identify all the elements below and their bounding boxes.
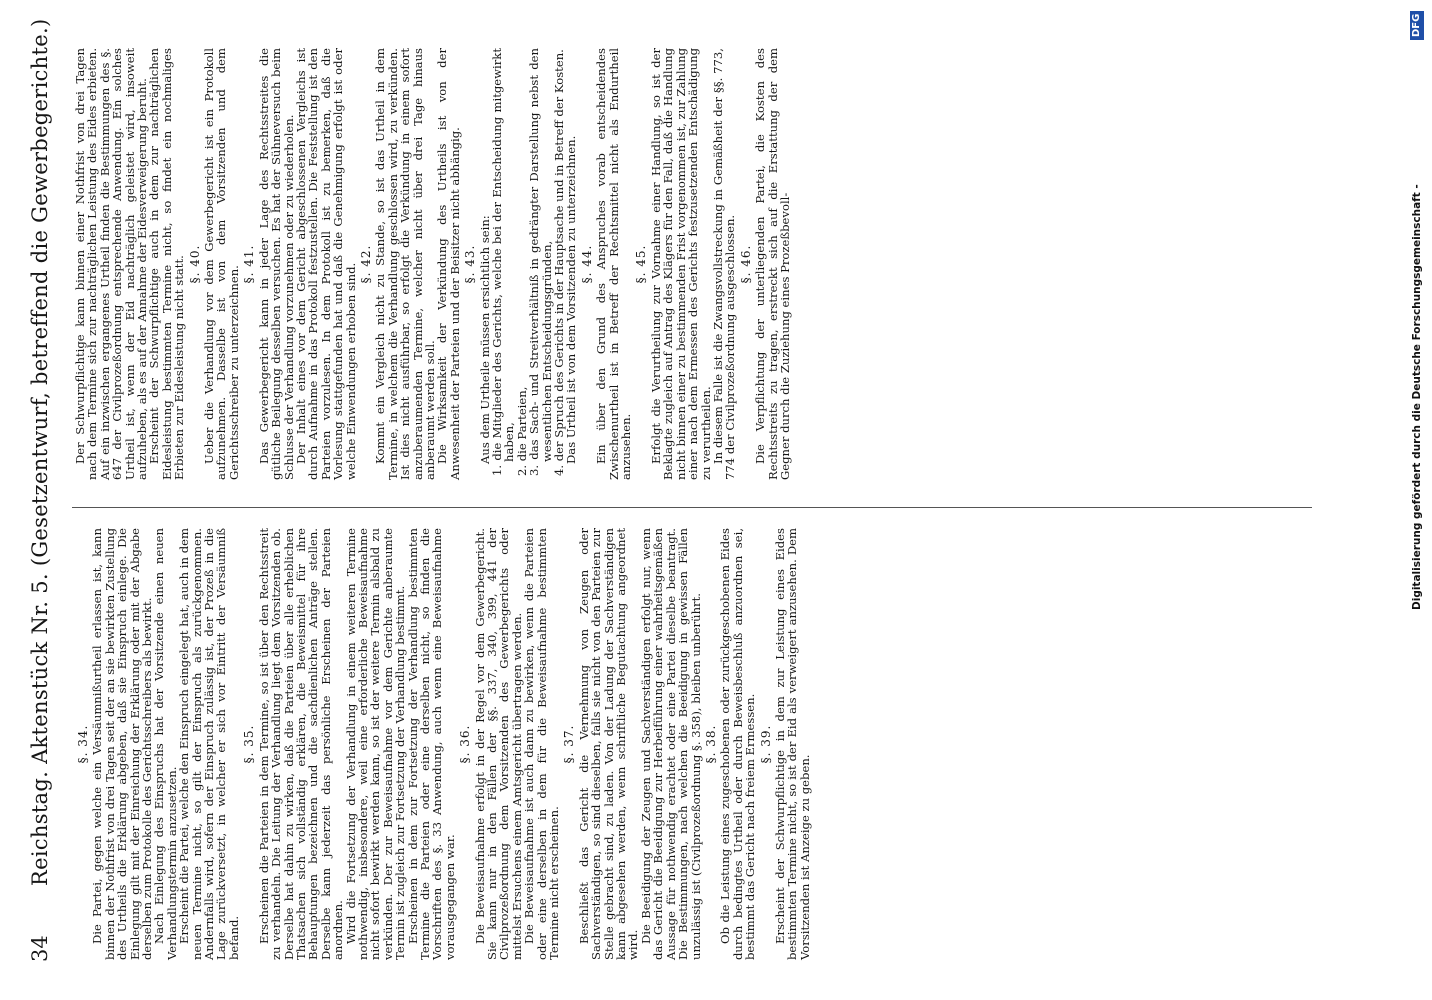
running-head: Reichstag. Aktenstück Nr. 5. (Gesetzentwurf, betreffend die Gewerbegerichte.) <box>28 18 52 886</box>
section-heading: §. 42. <box>358 244 373 284</box>
paragraph: Nach Einlegung des Einspruchs hat der Vorsitzende einen neuen Verhandlungstermin anzusetzen. <box>152 528 179 960</box>
section-heading: §. 36. <box>458 724 473 764</box>
paragraph: Erscheinen die Parteien in dem Termine, so ist über den Rechtsstreit zu verhandeln. Die Leitung der Verhandlung liegt dem Vorsitzenden ob. Derselbe hat dahin zu wirken, daß die Parteien über alle erheblichen Thatsachen sich vollständig erklären, die Beweismittel für ihre Behauptungen bezeichnen und die sachdienlichen Anträge stellen. Derselbe kann jederzeit das persönliche Erscheinen der Parteien anordnen. <box>256 528 346 960</box>
section-heading: §. 46. <box>738 244 753 284</box>
page-header <box>28 18 62 962</box>
paragraph: Aus dem Urtheile müssen ersichtlich sein: <box>477 215 492 464</box>
paragraph: Der Inhalt eines vor dem Gericht abgeschlossenen Vergleichs ist durch Aufnahme in das Protokoll festzustellen. Die Feststellung ist den Parteien vorzulesen. In dem Protokoll ist zu bemerken, daß die Vorlesung stattgefunden hat und daß die Genehmigung erfolgt ist oder welche Einwendungen erhoben sind. <box>293 48 358 480</box>
credit-text: Digitalisierung gefördert durch die Deutsche Forschungsgemeinschaft - <box>1411 184 1423 610</box>
section-heading: §. 43. <box>463 244 478 284</box>
right-text-column <box>74 48 791 480</box>
section-heading: §. 40. <box>187 244 202 284</box>
section-heading: §. 35. <box>242 724 257 764</box>
section-heading: §. 38. <box>703 724 718 764</box>
list-item: 3. das Sach- und Streitverhältniß in gedrängter Darstellung nebst den wesentlichen Entscheidungsgründen, <box>527 48 554 476</box>
section-heading: §. 37. <box>562 724 577 764</box>
paragraph: Wird die Fortsetzung der Verhandlung in einem weiteren Termine nothwendig, insbesondere, weil eine erforderliche Beweisaufnahme nicht sofort bewirkt werden kann, so ist der weitere Termin alsbald zu verkünden. Der zur Beweisaufnahme vor dem Gerichte anberaumte Termin ist zugleich zur Fortsetzung der Verhandlung bestimmt. <box>343 528 408 960</box>
section-heading: §. 39. <box>758 724 773 764</box>
paragraph: Der Schwurpflichtige kann binnen einer Nothfrist von drei Tagen nach dem Termine sich zur nachträglichen Leistung des Eides erbieten. Auf ein inzwischen ergangenes Urtheil finden die Bestimmungen des §. 647 der Civilprozeßordnung entsprechende Anwendung. Ein solches Urtheil ist, wenn der Eid nachträglich geleistet wird, insoweit aufzuheben, als es auf der Annahme der Eidesverweigerung beruht. <box>73 48 150 480</box>
section-heading: §. 34. <box>76 724 90 764</box>
paragraph: Die Beweisaufnahme ist auch dann zu bewirken, wenn die Parteien oder eine derselben in dem für die Beweisaufnahme bestimmten Termine nicht erscheinen. <box>522 528 562 960</box>
paragraph: Das Urtheil ist von dem Vorsitzenden zu unterzeichnen. <box>564 135 579 464</box>
list-item: 2. die Parteien, <box>514 386 529 476</box>
section-heading: §. 44. <box>579 244 594 284</box>
paragraph: Kommt ein Vergleich nicht zu Stande, so ist das Urtheil in dem Termine, in welchem die Verhandlung geschlossen wird, zu verkünden. Ist dies nicht ausführbar, so erfolgt die Verkündung in einem sofort anzuberaumenden Termine, welcher nicht über drei Tage hinaus anberaumt werden soll. <box>373 48 437 480</box>
paragraph: Erscheint die Partei, welche den Einspruch eingelegt hat, auch in dem neuen Termine nicht, so gilt der Einspruch als zurückgenommen. Andernfalls wird, sofern der Einspruch zulässig ist, der Prozeß in die Lage zurückversetzt, in welcher er sich vor Eintritt der Versäumniß befand. <box>177 528 241 960</box>
section-heading: §. 45. <box>634 244 649 284</box>
paragraph: Das Gewerbegericht kann in jeder Lage des Rechtsstreites die gütliche Beilegung desselben versuchen. Es hat der Sühneversuch beim Schlusse der Verhandlung vorzunehmen oder zu wiederholen. <box>256 48 296 480</box>
paragraph: In diesem Falle ist die Zwangsvollstreckung in Gemäßheit der §§. 773, 774 der Civilprozeßordnung ausgeschlossen. <box>710 48 738 480</box>
column-divider <box>72 507 1312 508</box>
paragraph: Beschließt das Gericht die Vernehmung von Zeugen oder Sachverständigen, so sind dieselben, falls sie nicht von den Parteien zur Stelle gebracht sind, zu laden. Von der Ladung der Sachverständigen kann abgesehen werden, wenn schriftliche Begutachtung angeordnet wird. <box>576 528 641 960</box>
paragraph: Die Verpflichtung der unterliegenden Partei, die Kosten des Rechtsstreits zu tragen, erstreckt sich auf die Erstattung der dem Gegner durch die Zuziehung eines Prozeßbevoll- <box>753 48 792 480</box>
paragraph: Ein über den Grund des Anspruches vorab entscheidendes Zwischenurtheil ist in Betreff der Rechtsmittel nicht als Endurtheil anzusehen. <box>594 48 634 480</box>
paragraph: Erscheint der Schwurpflichtige auch in dem zur nachträglichen Eidesleistung bestimmten Termine nicht, so findet ein nochmaliges Erbieten zur Eidesleistung nicht statt. <box>147 48 187 480</box>
page-number: 34 <box>28 935 52 962</box>
section-heading: §. 41. <box>242 244 257 284</box>
paragraph: Erscheint der Schwurpflichtige in dem zur Leistung eines Eides bestimmten Termine nicht, so ist der Eid als verweigert anzusehen. Dem Vorsitzenden ist Anzeige zu geben. <box>772 528 812 960</box>
list-item: 1. die Mitglieder des Gerichts, welche bei der Entscheidung mitgewirkt haben, <box>490 48 517 476</box>
paragraph: Ueber die Verhandlung vor dem Gewerbegericht ist ein Protokoll aufzunehmen. Dasselbe ist von dem Vorsitzenden und dem Gerichtsschreiber zu unterzeichnen. <box>202 48 241 480</box>
list-item: 4. der Spruch des Gerichts in der Hauptsache und in Betreff der Kosten. <box>552 49 567 476</box>
paragraph: Die Beeidigung der Zeugen und Sachverständigen erfolgt nur, wenn das Gericht die Beeidigung zur Herbeiführung einer wahrheitsgemäßen Aussage für nothwendig erachtet oder eine Partei dieselbe beantragt. Die Bestimmungen, nach welchen die Beeidigung in gewissen Fällen unzulässig ist (Civilprozeßordnung §. 358), bleiben unberührt. <box>638 528 703 960</box>
left-text-column <box>74 528 811 960</box>
dfg-badge: DFG <box>1410 11 1424 40</box>
paragraph: Ob die Leistung eines zugeschobenen oder zurückgeschobenen Eides durch bedingtes Urtheil oder durch Beweisbeschluß anzuordnen sei, bestimmt das Gericht nach freiem Ermessen. <box>718 528 758 960</box>
paragraph: Erfolgt die Verurtheilung zur Vornahme einer Handlung, so ist der Beklagte zugleich auf Antrag des Klägers für den Fall, daß die Handlung nicht binnen einer zu bestimmenden Frist vorgenommen ist, zur Zahlung einer nach dem Ermessen des Gerichts festzusetzenden Entschädigung zu verurtheilen. <box>648 48 713 480</box>
paragraph: Die Partei, gegen welche ein Versäumnißurtheil erlassen ist, kann binnen der Nothfrist von drei Tagen seit der an sie bewirkten Zustellung des Urtheils die Erklärung abgeben, daß sie Einspruch einlege. Die Einlegung gilt mit der Einreichung der Erklärung oder mit der Abgabe derselben zum Protokolle des Gerichtsschreibers als bewirkt. <box>90 528 155 960</box>
paragraph: Erscheinen in dem zur Fortsetzung der Verhandlung bestimmten Termine die Parteien oder eine derselben nicht, so finden die Vorschriften des §. 33 Anwendung, auch wenn eine Beweisaufnahme vorausgegangen war. <box>405 528 457 960</box>
digitization-credit <box>1408 0 1428 1000</box>
paragraph: Die Beweisaufnahme erfolgt in der Regel vor dem Gewerbegericht. Sie kann nur in den Fällen der §§. 337, 340, 399, 441 der Civilprozeßordnung dem Vorsitzenden des Gewerbegerichts oder mittelst Ersuchens einem Amtsgericht übertragen werden. <box>472 528 524 960</box>
paragraph: Die Wirksamkeit der Verkündung des Urtheils ist von der Anwesenheit der Parteien und der Beisitzer nicht abhängig. <box>435 48 462 480</box>
